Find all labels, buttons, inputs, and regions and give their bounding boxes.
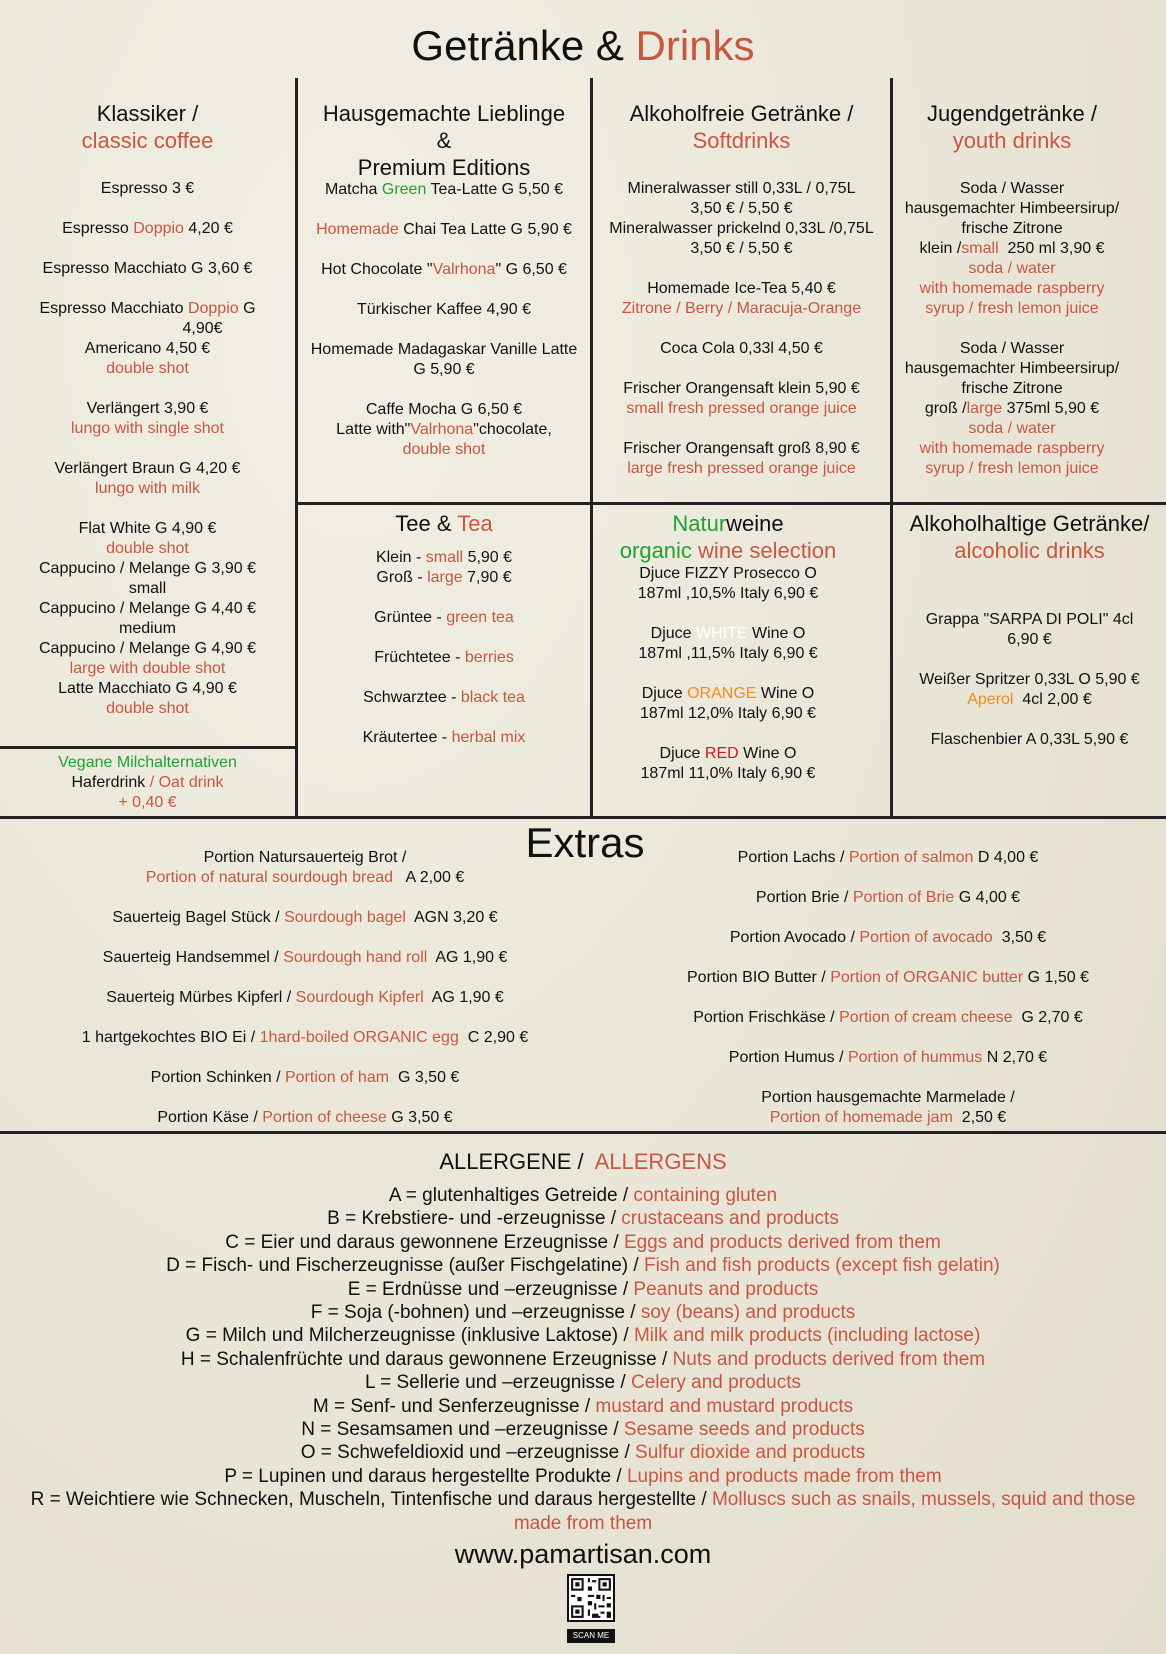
menu-item: Grüntee - green tea <box>374 609 514 626</box>
qr-code-icon[interactable] <box>567 1574 615 1622</box>
menu-item: Haferdrink / Oat drink <box>71 774 224 791</box>
extras-right <box>610 848 1166 1128</box>
extras-item: Sauerteig Handsemmel / Sourdough hand roll AG 1,90 € <box>102 949 508 966</box>
allergens-heading: ALLERGENE / ALLERGENS <box>439 1149 727 1174</box>
menu-item: Mineralwasser prickelnd 0,33L /0,75L <box>609 220 874 237</box>
menu-item: Soda / Wasser <box>959 340 1065 357</box>
menu-item: Mineralwasser still 0,33L / 0,75L <box>627 180 856 197</box>
section-jugend <box>893 100 1131 479</box>
divider-h-middle <box>295 502 1166 505</box>
heading-en: Softdrinks <box>692 128 791 153</box>
menu-item: Cappucino / Melange G 4,40 € <box>38 600 257 617</box>
menu-item: Homemade Madagaskar Vanille Latte <box>310 341 578 358</box>
divider-h-allergens <box>0 1131 1166 1134</box>
menu-item: Klein - small 5,90 € <box>375 549 513 566</box>
menu-item: Aperol 4cl 2,00 € <box>967 691 1092 708</box>
allergen-item: P = Lupinen und daraus hergestellte Produkte / Lupins and products made from them <box>224 1465 942 1487</box>
menu-item: Americano 4,50 € <box>84 340 211 357</box>
menu-item-desc: Latte with"Valrhona"chocolate, <box>336 421 552 438</box>
heading: Premium Editions <box>357 155 531 180</box>
menu-item: Soda / Wasser <box>959 180 1065 197</box>
menu-item-price: 3,50 € / 5,50 € <box>690 200 793 217</box>
menu-item-en: syrup / fresh lemon juice <box>925 300 1099 317</box>
menu-item-en: Zitrone / Berry / Maracuja-Orange <box>621 300 862 317</box>
heading-en: youth drinks <box>952 128 1072 153</box>
allergen-item: R = Weichtiere wie Schnecken, Muscheln, Tintenfische und daraus hergestellte / Molluscs such as snails, mussels, squid and those made from them <box>30 1489 1136 1534</box>
menu-item: Groß - large 7,90 € <box>376 569 512 586</box>
extras-item: Portion Lachs / Portion of salmon D 4,00 € <box>737 849 1039 866</box>
extras-item: 1 hartgekochtes BIO Ei / 1hard-boiled ORGANIC egg C 2,90 € <box>81 1029 529 1046</box>
menu-item-size: small <box>128 580 167 597</box>
section-tee <box>298 510 590 748</box>
allergen-item: N = Sesamsamen und –erzeugnisse / Sesame seeds and products <box>301 1419 865 1441</box>
heading: Klassiker / <box>96 101 199 126</box>
divider-h-klassiker <box>0 746 295 749</box>
extras-item: Portion Natursauerteig Brot / <box>203 849 407 866</box>
extras-item: Portion BIO Butter / Portion of ORGANIC butter G 1,50 € <box>687 969 1089 986</box>
extras-item: Portion of homemade jam 2,50 € <box>769 1109 1007 1126</box>
menu-item-en: double shot <box>402 441 486 458</box>
menu-item-en: double shot <box>106 700 189 717</box>
menu-item: Cappucino / Melange G 3,90 € <box>38 560 257 577</box>
extras-item: Sauerteig Bagel Stück / Sourdough bagel AGN 3,20 € <box>112 909 498 926</box>
wine-item-detail: 187ml 11,0% Italy 6,90 € <box>640 765 816 782</box>
wine-item: Djuce FIZZY Prosecco O <box>639 565 817 582</box>
scan-me-label: SCAN ME <box>567 1629 615 1643</box>
heading-en: classic coffee <box>81 128 214 153</box>
menu-item-price: + 0,40 € <box>118 794 177 811</box>
website-link[interactable]: www.pamartisan.com <box>454 1539 712 1569</box>
extras-item: Portion Schinken / Portion of ham G 3,50 € <box>150 1069 460 1086</box>
section-vegan <box>0 753 295 813</box>
vegan-title: Vegane Milchalternativen <box>58 754 237 771</box>
heading: Alkoholfreie Getränke / <box>629 101 854 126</box>
menu-item: Matcha Green Tea-Latte G 5,50 € <box>324 181 564 198</box>
menu-item-en: small fresh pressed orange juice <box>626 400 857 417</box>
menu-item: Früchtetee - berries <box>374 649 514 666</box>
menu-item-price: 6,90 € <box>1007 631 1052 648</box>
wine-item: Djuce ORANGE Wine O <box>641 685 815 702</box>
wine-item-detail: 187ml ,10,5% Italy 6,90 € <box>637 585 819 602</box>
extras-item: Portion Humus / Portion of hummus N 2,70 € <box>728 1049 1048 1066</box>
menu-item-price: groß /large 375ml 5,90 € <box>924 400 1100 417</box>
heading-en: alcoholic drinks <box>954 538 1105 563</box>
menu-item-price: G 5,90 € <box>413 361 475 378</box>
menu-item: Espresso 3 € <box>100 180 195 197</box>
heading: Tee & Tea <box>395 511 493 536</box>
wine-item: Djuce RED Wine O <box>659 745 797 762</box>
menu-item: Weißer Spritzer 0,33L O 5,90 € <box>919 671 1140 688</box>
allergen-item: C = Eier und daraus gewonnene Erzeugnisse / Eggs and products derived from them <box>225 1231 941 1253</box>
extras-item: Portion Käse / Portion of cheese G 3,50 € <box>157 1109 453 1126</box>
menu-item-en: double shot <box>106 360 189 377</box>
menu-item: Verlängert 3,90 € <box>86 400 209 417</box>
wine-item-detail: 187ml ,11,5% Italy 6,90 € <box>638 645 818 662</box>
extras-item: Sauerteig Mürbes Kipferl / Sourdough Kipferl AG 1,90 € <box>106 989 504 1006</box>
menu-item: hausgemachter Himbeersirup/ <box>904 200 1120 217</box>
menu-item-size: medium <box>119 620 176 637</box>
menu-item: Grappa "SARPA DI POLI" 4cl <box>925 611 1134 628</box>
page-title <box>0 18 1166 74</box>
menu-item: Espresso Macchiato G 3,60 € <box>42 260 253 277</box>
extras-item: Portion Frischkäse / Portion of cream cheese G 2,70 € <box>693 1009 1083 1026</box>
menu-item: frische Zitrone <box>961 220 1063 237</box>
menu-item-en: large fresh pressed orange juice <box>627 460 856 477</box>
menu-item-price: klein /small 250 ml 3,90 € <box>919 240 1105 257</box>
allergen-item: E = Erdnüsse und –erzeugnisse / Peanuts and products <box>347 1278 819 1300</box>
section-naturweine <box>593 510 863 784</box>
menu-item: Kräutertee - herbal mix <box>362 729 526 746</box>
heading: Alkoholhaltige Getränke/ <box>909 511 1150 536</box>
title-accent: Drinks <box>635 22 755 69</box>
heading: Jugendgetränke / <box>926 101 1098 126</box>
allergen-item: B = Krebstiere- und -erzeugnisse / crustaceans and products <box>327 1208 839 1230</box>
menu-item-price: 3,50 € / 5,50 € <box>690 240 793 257</box>
extras-item: Portion of natural sourdough bread A 2,00 € <box>145 869 465 886</box>
allergen-item: H = Schalenfrüchte und daraus gewonnene Erzeugnisse / Nuts and products derived from them <box>180 1348 986 1370</box>
allergens-section <box>0 1148 1166 1535</box>
menu-item: Hot Chocolate "Valrhona" G 6,50 € <box>321 261 567 278</box>
extras-title: Extras <box>525 819 645 866</box>
heading: Naturweine <box>672 511 784 536</box>
allergen-item: D = Fisch- und Fischerzeugnisse (außer Fischgelatine) / Fish and fish products (except fish gelatin) <box>166 1255 1000 1277</box>
section-softdrinks <box>593 100 890 479</box>
menu-item: Caffe Mocha G 6,50 € <box>365 401 523 418</box>
extras-item: Portion Avocado / Portion of avocado 3,50 € <box>729 929 1047 946</box>
menu-item-en: soda / water <box>968 260 1056 277</box>
menu-item-price: 4,90€ <box>182 320 223 337</box>
menu-item: Frischer Orangensaft groß 8,90 € <box>623 440 860 457</box>
menu-item-en: double shot <box>106 540 189 557</box>
allergen-item: O = Schwefeldioxid und –erzeugnisse / Sulfur dioxide and products <box>300 1442 866 1464</box>
menu-item-en: lungo with milk <box>95 480 200 497</box>
menu-item: Cappucino / Melange G 4,90 € <box>38 640 257 657</box>
section-hausgemacht <box>298 100 590 460</box>
menu-item: Espresso Doppio 4,20 € <box>62 220 233 237</box>
wine-item: Djuce WHITE Wine O <box>650 625 806 642</box>
heading: & <box>436 128 452 153</box>
menu-item: Frischer Orangensaft klein 5,90 € <box>623 380 860 397</box>
menu-item-en: syrup / fresh lemon juice <box>925 460 1099 477</box>
extras-item: Portion Brie / Portion of Brie G 4,00 € <box>755 889 1021 906</box>
menu-item: Latte Macchiato G 4,90 € <box>58 680 237 697</box>
allergen-item: M = Senf- und Senferzeugnisse / mustard and mustard products <box>312 1395 854 1417</box>
allergen-item: F = Soja (-bohnen) und –erzeugnisse / soy (beans) and products <box>310 1302 856 1324</box>
menu-item-en: large with double shot <box>69 660 226 677</box>
menu-item: Türkischer Kaffee 4,90 € <box>356 301 532 318</box>
menu-item: frische Zitrone <box>961 380 1063 397</box>
extras-item: Portion hausgemachte Marmelade / <box>761 1089 1015 1106</box>
menu-item: Homemade Chai Tea Latte G 5,90 € <box>316 221 572 238</box>
menu-item: Coca Cola 0,33l 4,50 € <box>660 340 823 357</box>
title-main: Getränke & <box>411 22 624 69</box>
menu-item-en: with homemade raspberry <box>919 280 1105 297</box>
menu-item-en: with homemade raspberry <box>919 440 1105 457</box>
menu-item: hausgemachter Himbeersirup/ <box>904 360 1120 377</box>
menu-item: Flaschenbier A 0,33L 5,90 € <box>930 731 1129 748</box>
menu-item: Espresso Macchiato Doppio G <box>39 300 256 317</box>
allergen-item: G = Milch und Milcherzeugnisse (inklusive Laktose) / Milk and milk products (including lactose) <box>185 1325 981 1347</box>
allergen-item: A = glutenhaltiges Getreide / containing gluten <box>388 1185 778 1206</box>
heading-en: organic wine selection <box>619 538 837 563</box>
menu-item: Flat White G 4,90 € <box>78 520 217 537</box>
menu-item: Schwarztee - black tea <box>363 689 525 706</box>
section-alkohol <box>893 510 1166 750</box>
wine-item-detail: 187ml 12,0% Italy 6,90 € <box>639 705 817 722</box>
menu-item-en: lungo with single shot <box>71 420 224 437</box>
heading: Hausgemachte Lieblinge <box>322 101 566 126</box>
section-klassiker <box>0 100 295 719</box>
allergen-item: L = Sellerie und –erzeugnisse / Celery and products <box>364 1372 802 1394</box>
menu-item: Homemade Ice-Tea 5,40 € <box>647 280 836 297</box>
menu-item-en: soda / water <box>968 420 1056 437</box>
menu-item: Verlängert Braun G 4,20 € <box>54 460 241 477</box>
extras-left <box>0 848 610 1128</box>
